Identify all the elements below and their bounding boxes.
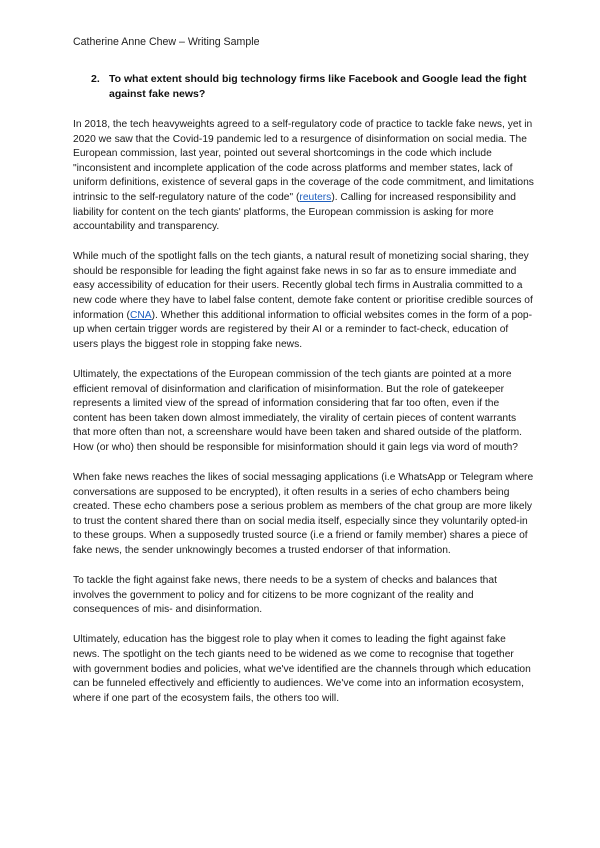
cna-link[interactable]: CNA bbox=[129, 309, 152, 321]
reuters-link[interactable]: reuters bbox=[299, 191, 332, 203]
question-text: To what extent should big technology firms like Facebook and Google lead the fight against fake news? bbox=[109, 73, 527, 100]
question-heading bbox=[91, 72, 531, 101]
paragraph-3: Ultimately, the expectations of the European commission of the tech giants are pointed at a more efficient removal of disinformation and clarification of misinformation. But the role of gatekeeper represents a limited view of the spread of information considering that far too often, even if the content has been taken down almost immediately, the virality of certain pieces of content warrants that more often than not, a screenshare would have been taken and shared outside of the platform. How (or who) then should be responsible for misinformation should it gain legs via word of mouth? bbox=[73, 368, 523, 453]
paragraph-6: Ultimately, education has the biggest role to play when it comes to leading the fight against fake news. The spotlight on the tech giants need to be widened as we come to recognise that together with government bodies and policies, what we've identified are the channels through which education can be funneled effectively and efficiently to audiences. We've come into an information ecosystem, where if one part of the ecosystem fails, the others too will. bbox=[73, 634, 531, 704]
paragraph-1-text-after-link: ). Calling for increased responsibility and liability for content on the tech giants' platforms, the European commission is asking for more accountability and transparency. bbox=[73, 191, 516, 233]
paragraph-1-text-before-link: In 2018, the tech heavyweights agreed to a self-regulatory code of practice to tackle fake news, yet in 2020 we saw that the Covid-19 pandemic led to a resurgence of disinformation on social media. The European commission, last year, pointed out several shortcomings in the code which include "inconsistent and incomplete application of the code across platforms and member states, lack of uniform definitions, existence of several gaps in the coverage of the code commitment, and limitations intrinsic to the self-regulatory nature of the code" ( bbox=[73, 119, 534, 203]
paragraph-2 bbox=[73, 250, 534, 352]
paragraph-5: To tackle the fight against fake news, there needs to be a system of checks and balances that involves the government to policy and for citizens to be more cognizant of the reality and consequences of mis- and disinformation. bbox=[73, 575, 497, 616]
question-number: 2. bbox=[91, 73, 100, 85]
paragraph-2-text-before-link: While much of the spotlight falls on the tech giants, a natural result of monetizing social sharing, they should be responsible for leading the fight against fake news in so far as to ensure immediate and easy accessibility of education for their users. Recently global tech firms in Australia committed to a new code where they have to label false content, demote fake content or prioritise credible sources of information ( bbox=[73, 251, 533, 321]
essay-body bbox=[73, 118, 534, 722]
running-header: Catherine Anne Chew – Writing Sample bbox=[73, 36, 260, 48]
paragraph-1 bbox=[73, 118, 534, 235]
paragraph-4: When fake news reaches the likes of social messaging applications (i.e WhatsApp or Telegram where conversations are supposed to be encrypted), it often results in a series of echo chambers being created. These echo chambers pose a serious problem as members of the chat group are more likely to trust the content shared there than on social media itself, especially since they voluntarily opted-in to these groups. When a supposedly trusted source (i.e a friend or family member) shares a piece of fake news, the sender unknowingly becomes a trusted endorser of that information. bbox=[73, 471, 534, 556]
paragraph-2-text-after-link: ). Whether this additional information to official websites comes in the form of a pop-up when certain trigger words are registered by their AI or a reminder to fact-check, education of users plays the biggest role in stopping fake news. bbox=[73, 309, 533, 350]
